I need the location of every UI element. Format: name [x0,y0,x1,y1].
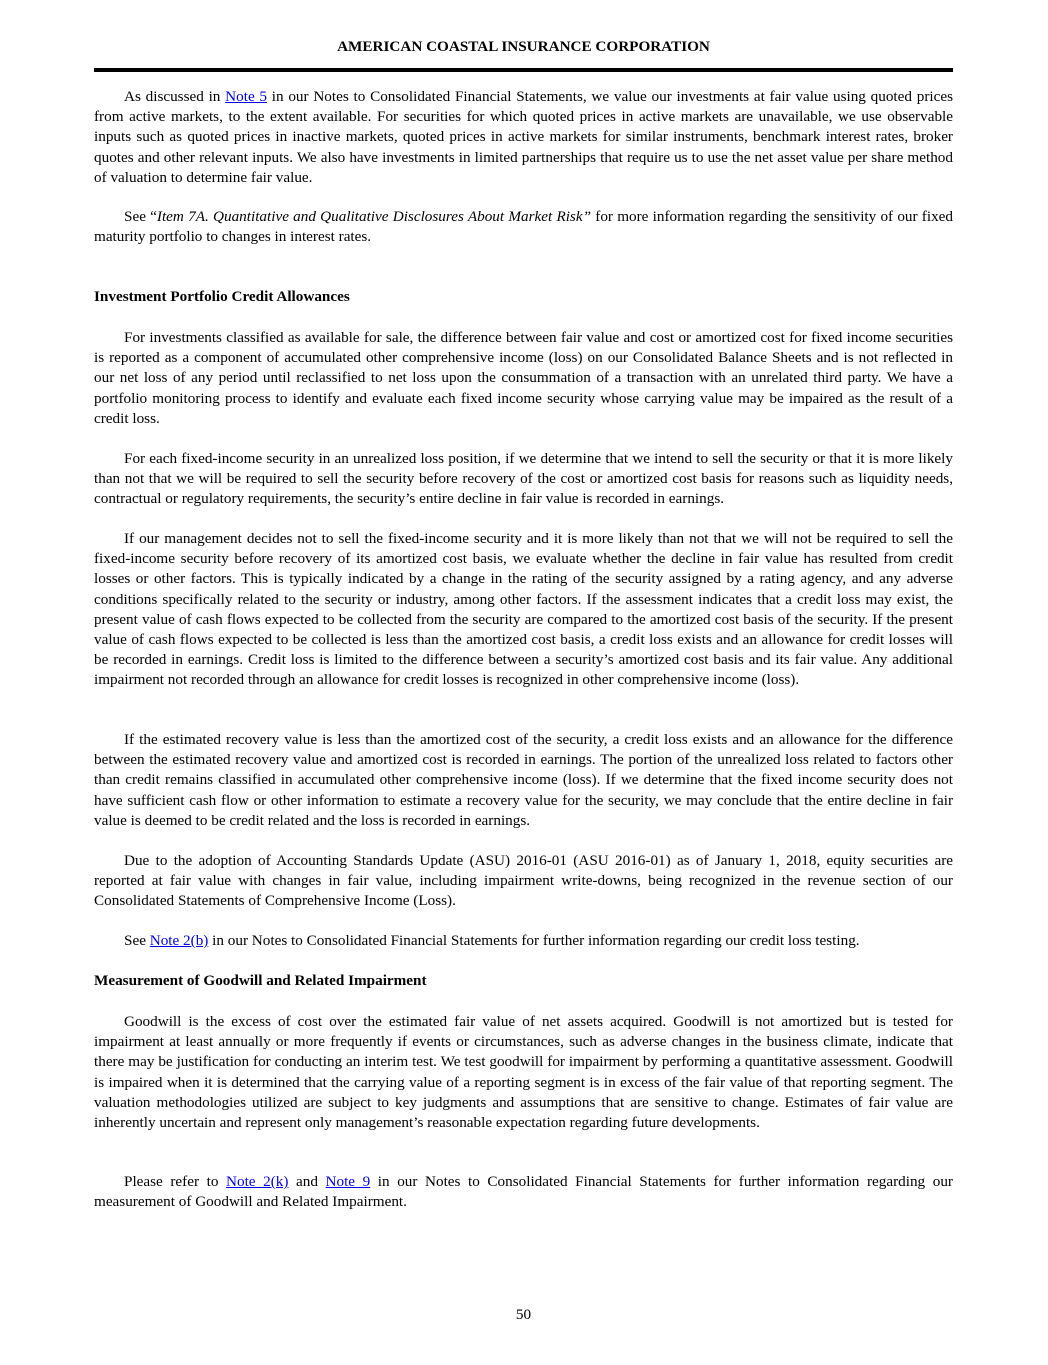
goodwill-heading-block [94,971,953,991]
intro-section [94,87,953,188]
page-number: 50 [515,1306,532,1323]
company-header: AMERICAN COASTAL INSURANCE CORPORATION [337,38,710,55]
goodwill-refer-paragraph: Please refer to Note 2(k) and Note 9 in our Notes to Consolidated Financial Statements for further information regarding our measurement of Goodwill and Related Impairment. [94,1173,953,1211]
credit-paragraph-1-block [94,328,953,429]
credit-paragraph: For investments classified as available for sale, the difference between fair value and cost or amortized cost for fixed income securities is reported as a component of accumulated other comprehensive income (loss) on our Consolidated Balance Sheets and is not reflected in our net loss of any period until reclassified to net loss upon the consummation of a transaction with an unrelated third party. We have a portfolio monitoring process to identify and evaluate each fixed income security whose carrying value may be impaired as the result of a credit loss. [94,329,953,427]
credit-see-note-paragraph: See Note 2(b) in our Notes to Consolidated Financial Statements for further information regarding our credit loss testing. [124,932,860,949]
note-2k-link[interactable]: Note 2(k) [226,1173,289,1190]
section-heading-credit-allowances: Investment Portfolio Credit Allowances [94,288,350,305]
credit-paragraph: Due to the adoption of Accounting Standards Update (ASU) 2016-01 (ASU 2016-01) as of January 1, 2018, equity securities are reported at fair value with changes in fair value, including impairment write-downs, being recognized in the revenue section of our Consolidated Statements of Comprehensive Income (Loss). [94,852,953,910]
intro-paragraph-valuation: As discussed in Note 5 in our Notes to Consolidated Financial Statements, we value our investments at fair value using quoted prices from active markets, to the extent available. For securities for which quoted prices in active markets are unavailable, we use observable inputs such as quoted prices in inactive markets, quoted prices in active markets for similar instruments, benchmark interest rates, broker quotes and other relevant inputs. We also have investments in limited partnerships that require us to use the net asset value per share method of valuation to determine fair value. [94,88,954,186]
credit-allowances-heading-block [94,287,953,307]
header-rule [94,68,953,72]
credit-paragraph-3-block [94,529,953,691]
market-risk-reference [94,207,953,247]
credit-paragraph: For each fixed-income security in an unrealized loss position, if we determine that we intend to sell the security or that it is more likely than not that we will be required to sell the security before recovery of the cost or amortized cost basis for reasons such as liquidity needs, contractual or regulatory requirements, the security’s entire decline in fair value is recorded in earnings. [94,450,953,508]
credit-paragraph-2-block [94,449,953,510]
credit-paragraph: If our management decides not to sell the fixed-income security and it is more likely than not that we will not be required to sell the fixed-income security before recovery of its amortized cost basis, we evaluate whether the decline in fair value has resulted from credit losses or other factors. This is typically indicated by a change in the rating of the security assigned by a rating agency, and any adverse conditions specifically related to the security or industry, among other factors. If the assessment indicates that a credit loss may exist, the present value of cash flows expected to be collected from the security are compared to the amortized cost basis of the security. If the present value of cash flows expected to be collected is less than the amortized cost basis, a credit loss exists and an allowance for credit losses will be recorded in earnings. Credit loss is limited to the difference between a security’s amortized cost basis and its fair value. Any additional impairment not recorded through an allowance for credit losses is recognized in other comprehensive income (loss). [94,530,953,689]
goodwill-paragraph: Goodwill is the excess of cost over the estimated fair value of net assets acquired. Goodwill is not amortized but is tested for impairment at least annually or more frequently if events or circumstances, such as adverse changes in the business climate, indicate that there may be justification for conducting an interim test. We test goodwill for impairment by performing a quantitative assessment. Goodwill is impaired when it is determined that the carrying value of a reporting segment is in excess of the fair value of that reporting segment. The valuation methodologies utilized are subject to key judgments and assumptions that are sensitive to change. Estimates of fair value are inherently uncertain and represent only management’s reasonable expectation regarding future developments. [94,1013,953,1132]
goodwill-paragraph-block [94,1012,953,1133]
note-9-link[interactable]: Note 9 [325,1173,371,1190]
credit-paragraph: If the estimated recovery value is less than the amortized cost of the security, a credit loss exists and an allowance for the difference between the estimated recovery value and amortized cost is recorded in earnings. The portion of the unrealized loss related to factors other than credit remains classified in accumulated other comprehensive income (loss). If we determine that the fixed income security does not have sufficient cash flow or other information to estimate a recovery value for the security, we may conclude that the entire decline in fair value is deemed to be credit related and the loss is recorded in earnings. [94,731,953,829]
credit-paragraph-5-block [94,851,953,912]
credit-paragraph-4-block [94,730,953,831]
goodwill-refer-block [94,1172,953,1212]
intro-paragraph-market-risk: See “Item 7A. Quantitative and Qualitative Disclosures About Market Risk” for more information regarding the sensitivity of our fixed maturity portfolio to changes in interest rates. [94,208,954,246]
note-5-link[interactable]: Note 5 [225,88,268,105]
item-7a-reference: Item 7A. Quantitative and Qualitative Disclosures About Market Risk” [156,208,592,225]
note-2b-link[interactable]: Note 2(b) [149,932,209,949]
credit-see-note-block [94,931,953,951]
section-heading-goodwill: Measurement of Goodwill and Related Impairment [94,972,427,989]
